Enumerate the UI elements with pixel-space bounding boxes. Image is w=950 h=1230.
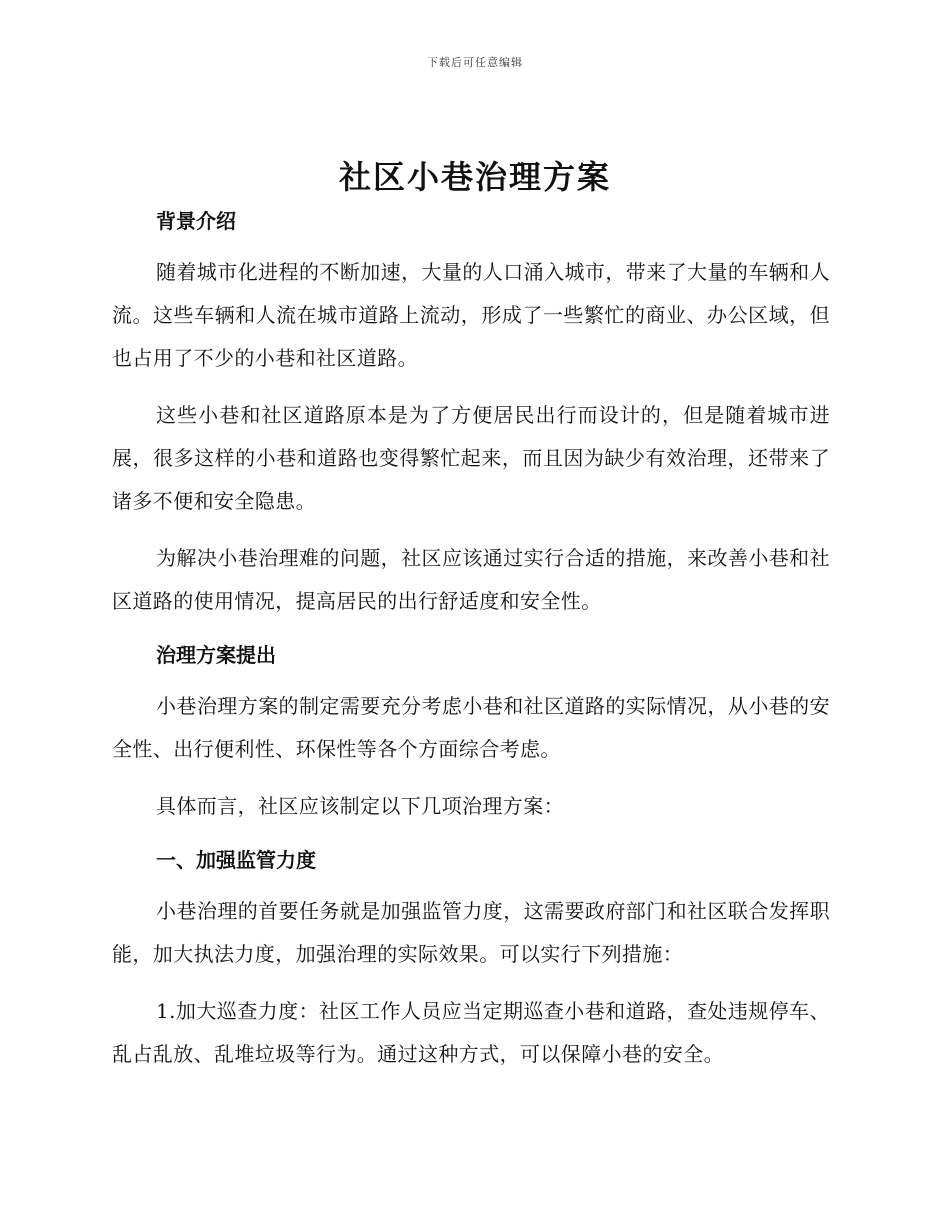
supervision-paragraph-1: 小巷治理的首要任务就是加强监管力度，这需要政府部门和社区联合发挥职能，加大执法力度，加强治理的实际效果。可以实行下列措施： bbox=[112, 899, 830, 966]
background-heading: 背景介绍 bbox=[156, 209, 236, 233]
proposal-paragraph-1: 小巷治理方案的制定需要充分考虑小巷和社区道路的实际情况，从小巷的安全性、出行便利性、环保性等各个方面综合考虑。 bbox=[112, 694, 830, 761]
document-body bbox=[112, 203, 830, 1076]
proposal-paragraph-2: 具体而言，社区应该制定以下几项治理方案： bbox=[156, 794, 564, 818]
supervision-paragraph-2: 1.加大巡查力度：社区工作人员应当定期巡查小巷和道路，查处违规停车、乱占乱放、乱堆垃圾等行为。通过这种方式，可以保障小巷的安全。 bbox=[112, 999, 830, 1066]
proposal-heading: 治理方案提出 bbox=[156, 643, 276, 667]
background-paragraph-2: 这些小巷和社区道路原本是为了方便居民出行而设计的，但是随着城市进展，很多这样的小巷和道路也变得繁忙起来，而且因为缺少有效治理，还带来了诸多不便和安全隐患。 bbox=[112, 403, 830, 513]
document-title: 社区小巷治理方案 bbox=[338, 158, 611, 196]
supervision-heading: 一、加强监管力度 bbox=[156, 848, 316, 872]
header-note: 下载后可任意编辑 bbox=[427, 56, 523, 69]
background-paragraph-1: 随着城市化进程的不断加速，大量的人口涌入城市，带来了大量的车辆和人流。这些车辆和人流在城市道路上流动，形成了一些繁忙的商业、办公区域，但也占用了不少的小巷和社区道路。 bbox=[112, 260, 830, 370]
background-paragraph-3: 为解决小巷治理难的问题，社区应该通过实行合适的措施，来改善小巷和社区道路的使用情况，提高居民的出行舒适度和安全性。 bbox=[112, 546, 830, 613]
